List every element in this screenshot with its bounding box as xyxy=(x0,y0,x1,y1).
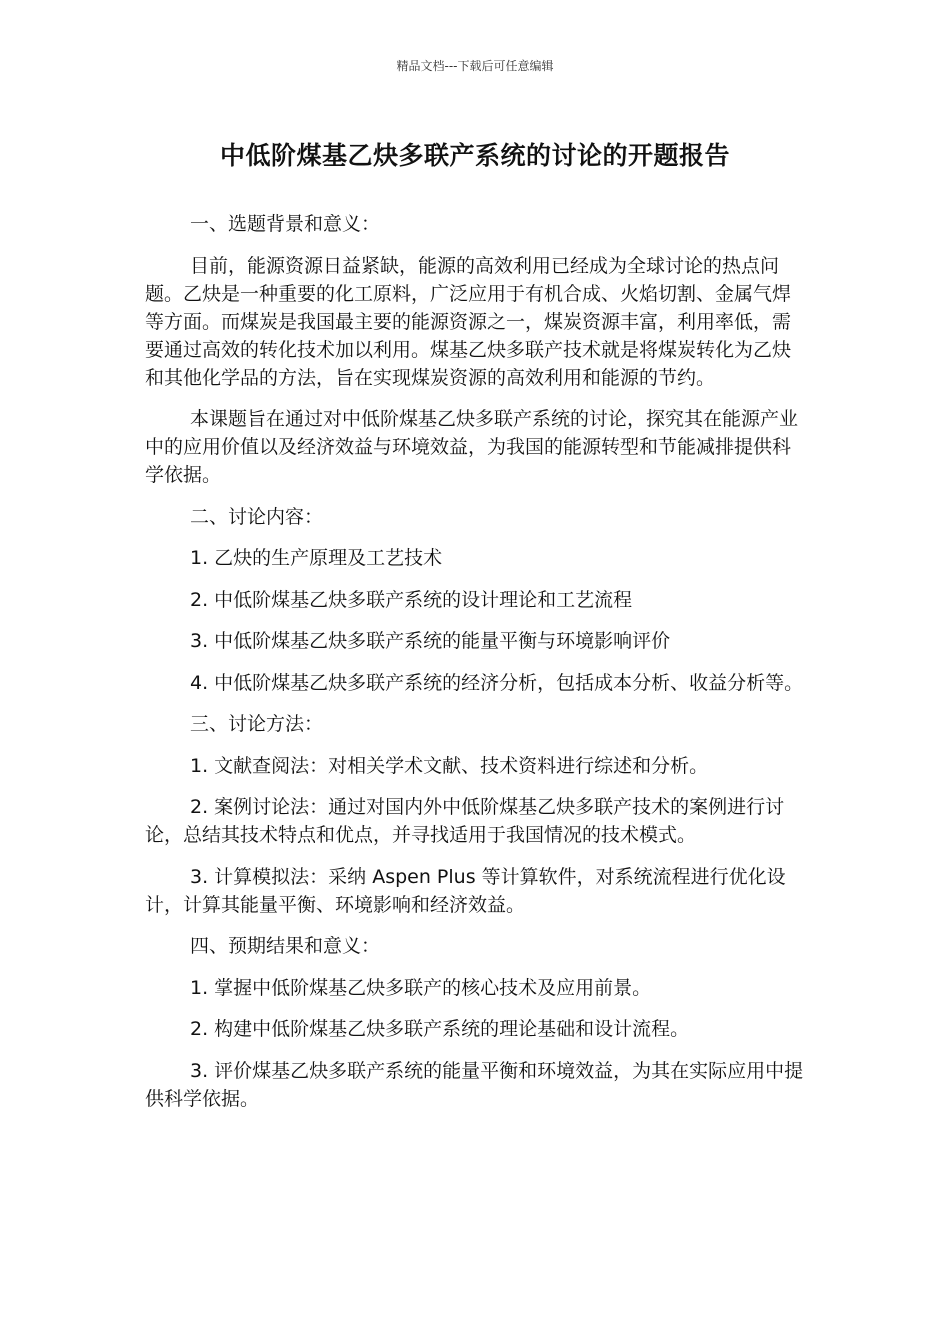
paragraph-purpose: 本课题旨在通过对中低阶煤基乙炔多联产系统的讨论，探究其在能源产业中的应用价值以及经济效益与环境效益，为我国的能源转型和节能减排提供科学依据。 xyxy=(145,408,799,486)
paragraph-background: 目前，能源资源日益紧缺，能源的高效利用已经成为全球讨论的热点问题。乙炔是一种重要的化工原料，广泛应用于有机合成、火焰切割、金属气焊等方面。而煤炭是我国最主要的能源资源之一，煤炭资源丰富，利用率低，需要通过高效的转化技术加以利用。煤基乙炔多联产技术就是将煤炭转化为乙炔和其他化学品的方法，旨在实现煤炭资源的高效利用和能源的节约。 xyxy=(145,254,792,389)
list-item: 1. 文献查阅法：对相关学术文献、技术资料进行综述和分析。 xyxy=(190,754,709,777)
page-header: 精品文档---下载后可任意编辑 xyxy=(396,59,554,73)
section-heading-background: 一、选题背景和意义： xyxy=(190,213,381,235)
document-title: 中低阶煤基乙炔多联产系统的讨论的开题报告 xyxy=(219,141,730,170)
list-item: 3. 计算模拟法：采纳 Aspen Plus 等计算软件，对系统流程进行优化设计，计算其能量平衡、环境影响和经济效益。 xyxy=(145,865,786,916)
list-item: 3. 评价煤基乙炔多联产系统的能量平衡和环境效益，为其在实际应用中提供科学依据。 xyxy=(145,1059,804,1110)
document-body xyxy=(145,210,805,1126)
section-heading-results: 四、预期结果和意义： xyxy=(190,935,381,957)
list-item: 2. 构建中低阶煤基乙炔多联产系统的理论基础和设计流程。 xyxy=(190,1018,690,1040)
list-item: 2. 中低阶煤基乙炔多联产系统的设计理论和工艺流程 xyxy=(190,588,633,611)
section-heading-methods: 三、讨论方法： xyxy=(190,713,324,735)
list-item: 2. 案例讨论法：通过对国内外中低阶煤基乙炔多联产技术的案例进行讨论，总结其技术特点和优点，并寻找适用于我国情况的技术模式。 xyxy=(145,796,785,846)
list-item: 1. 掌握中低阶煤基乙炔多联产的核心技术及应用前景。 xyxy=(190,976,652,999)
list-item: 4. 中低阶煤基乙炔多联产系统的经济分析，包括成本分析、收益分析等。 xyxy=(190,671,804,694)
section-heading-content: 二、讨论内容： xyxy=(190,505,324,528)
list-item: 3. 中低阶煤基乙炔多联产系统的能量平衡与环境影响评价 xyxy=(190,630,671,652)
list-item: 1. 乙炔的生产原理及工艺技术 xyxy=(190,547,443,569)
